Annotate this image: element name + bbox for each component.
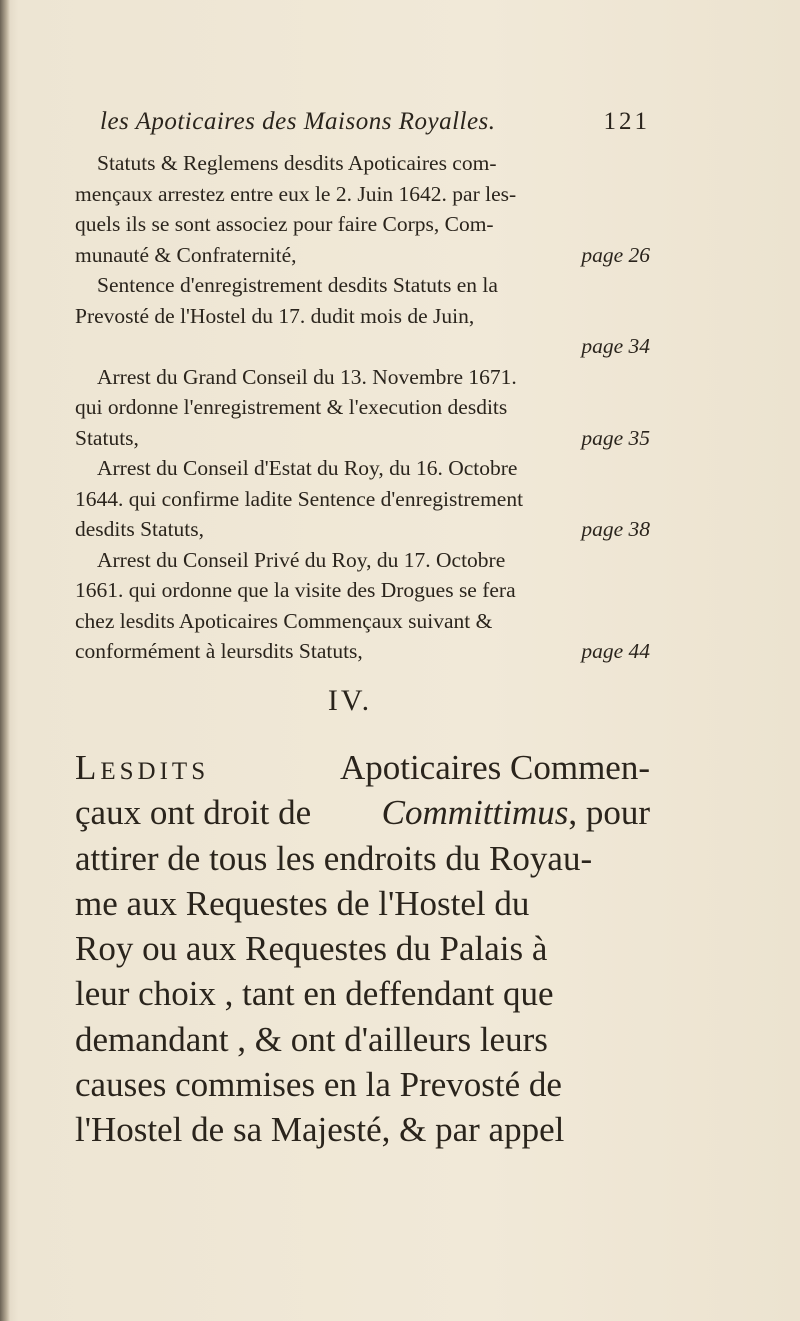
toc-line [75,179,650,210]
toc-line [75,301,650,332]
page-number: 121 [603,108,650,135]
toc-page-ref: page 38 [581,517,650,541]
toc-line [75,484,650,515]
toc-text: conformément à leursdits Statuts, [75,639,363,663]
body-line [75,1107,650,1152]
toc-line [75,270,650,301]
toc-text: 1644. qui confirme ladite Sentence d'enregistrement [75,486,524,511]
section-number: IV. [327,684,373,717]
toc-page-ref: page 35 [581,425,650,450]
latin-term: Committimus [381,793,569,833]
body-text: leur choix , tant en deffendant que [75,974,554,1014]
table-of-contents [75,148,650,667]
toc-line [75,453,650,484]
body-text: attirer de tous les endroits du Royau- [75,838,593,878]
running-head [90,108,650,144]
toc-text: Prevosté de l'Hostel du 17. dudit mois de Juin, [75,303,475,328]
body-text: Apoticaires Commen- [339,748,650,787]
toc-line [75,606,650,637]
toc-text: qui ordonne l'enregistrement & l'execution desdits [75,395,508,419]
toc-text: chez lesdits Apoticaires Commençaux suivant & [75,608,493,633]
body-text: causes commises en la Prevosté de [75,1065,562,1105]
toc-text: 1661. qui ordonne que la visite des Drogues se fera [75,578,516,602]
toc-line [75,392,650,423]
toc-text: Sentence d'enregistrement desdits Statuts en la [97,273,498,297]
body-line [75,836,650,881]
page-binding-edge [0,0,10,1321]
toc-text: desdits Statuts, [75,517,205,541]
body-text: me aux Requestes de l'Hostel du [75,883,530,923]
body-line [75,1062,650,1107]
body-text: çaux ont droit de [75,793,312,833]
body-line [75,881,650,926]
toc-text: Statuts, [75,425,139,450]
body-text: l'Hostel de sa Majesté, & par appel [75,1110,565,1150]
body-text: Roy ou aux Requestes du Palais à [75,929,548,969]
toc-text: Arrest du Conseil d'Estat du Roy, du 16. Octobre [97,456,518,480]
toc-line [75,514,650,545]
toc-text: Arrest du Grand Conseil du 13. Novembre 1671. [97,364,517,389]
toc-page-ref: page 44 [581,639,650,663]
body-line [75,971,650,1016]
toc-line [75,636,650,667]
toc-line [75,575,650,606]
toc-page-ref: page 26 [581,242,650,267]
toc-text: mençaux arrestez entre eux le 2. Juin 1642. par les- [75,181,517,206]
toc-text: munauté & Confraternité, [75,242,297,267]
toc-line [75,240,650,271]
toc-text: quels ils se sont associez pour faire Corps, Com- [75,212,494,236]
toc-page-ref: page 34 [581,334,650,358]
body-line [75,1017,650,1062]
body-line [75,745,650,790]
body-line [75,926,650,971]
toc-text: Arrest du Conseil Privé du Roy, du 17. Octobre [97,547,506,572]
toc-line [75,331,650,362]
body-text: demandant , & ont d'ailleurs leurs [75,1019,548,1059]
toc-line [75,362,650,393]
toc-line [75,148,650,179]
section-lead-word: Lesdits [75,748,210,787]
toc-line [75,423,650,454]
toc-line [75,545,650,576]
running-head-title: les Apoticaires des Maisons Royalles. [100,108,496,135]
body-text: , pour [568,793,650,833]
body-line [75,790,650,835]
section-body [75,745,650,1153]
toc-line [75,209,650,240]
toc-text: Statuts & Reglemens desdits Apoticaires com- [97,151,497,175]
